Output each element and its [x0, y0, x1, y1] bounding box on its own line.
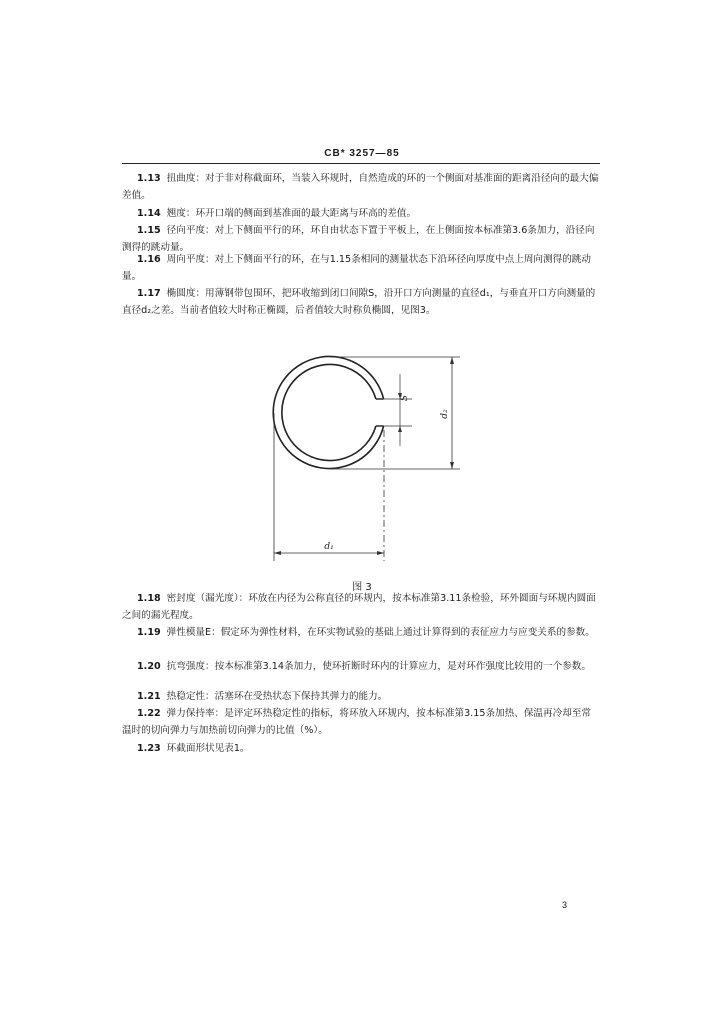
clause-text: 弹性模量E：假定环为弹性材料，在环实物试验的基础上通过计算得到的表征应力与应变关系的参数。	[166, 627, 595, 638]
clause-1-20	[122, 658, 600, 675]
clause-1-22	[122, 705, 600, 739]
clause-number: 1.18	[137, 593, 161, 604]
label-d2: d₂	[440, 409, 450, 419]
gap-arrow-bottom	[398, 426, 402, 432]
clause-text: 密封度（漏光度）：环放在内径为公称直径的环规内，按本标准第3.11条检验，环外圆面与环规内圆面之间的漏光程度。	[122, 593, 596, 621]
clause-text: 周向平度：对上下侧面平行的环，在与1.15条相同的测量状态下沿环径向厚度中点上周向测得的跳动量。	[122, 254, 591, 282]
d2-arrow-top	[450, 357, 454, 364]
clause-1-19	[122, 624, 600, 641]
clause-text: 径向平度：对上下侧面平行的环，环自由状态下置于平板上，在上侧面按本标准第3.6条加力，沿径向测得的跳动量。	[122, 225, 595, 253]
clause-text: 椭圆度：用薄钢带包围环，把环收缩到闭口间隙S，沿开口方向测量的直径d₁，与垂直开口方向测量的直径d₂之差。当前者值较大时称正椭圆，后者值较大时称负椭圆，见图3。	[122, 288, 596, 316]
clause-number: 1.21	[137, 691, 161, 702]
clause-text: 环截面形状见表1。	[166, 743, 250, 754]
label-gap-s: S	[400, 394, 410, 402]
clause-number: 1.22	[137, 708, 161, 719]
clause-number: 1.19	[137, 627, 161, 638]
clause-number: 1.20	[137, 661, 161, 672]
clause-number: 1.15	[137, 225, 161, 236]
clause-1-23	[122, 740, 600, 757]
ring-outer-arc	[273, 357, 383, 469]
label-d1: d₁	[324, 542, 334, 552]
clause-text: 热稳定性：活塞环在受热状态下保持其弹力的能力。	[166, 691, 388, 702]
clause-1-13	[122, 170, 600, 204]
figure-caption: 图 3	[352, 582, 372, 593]
clause-text: 弹力保持率：是评定环热稳定性的指标，将环放入环规内，按本标准第3.15条加热、保温再冷却至常温时的切向弹力与加热前切向弹力的比值（%）。	[122, 708, 591, 736]
d1-arrow-left	[274, 551, 281, 555]
clause-number: 1.23	[137, 743, 161, 754]
clause-1-14	[122, 205, 600, 222]
figure-3-ring-diagram	[0, 340, 724, 572]
clause-text: 翘度：环开口端的侧面到基准面的最大距离与环高的差值。	[166, 208, 417, 219]
clause-1-17	[122, 285, 600, 319]
clause-number: 1.14	[137, 208, 161, 219]
clause-1-21	[122, 688, 600, 705]
clause-number: 1.17	[137, 288, 161, 299]
standard-code-header: CB* 3257—85	[324, 148, 400, 159]
clause-number: 1.16	[137, 254, 161, 265]
clause-text: 扭曲度：对于非对称截面环，当装入环规时，自然造成的环的一个侧面对基准面的距离沿径向的最大偏差值。	[122, 173, 599, 201]
ring-inner-arc	[282, 365, 376, 461]
clause-number: 1.13	[137, 173, 161, 184]
header-rule	[122, 163, 600, 164]
clause-1-16	[122, 251, 600, 285]
d1-arrow-right	[377, 551, 384, 555]
d2-arrow-bottom	[450, 462, 454, 469]
page-number: 3	[562, 900, 568, 910]
clause-1-18	[122, 590, 600, 624]
clause-text: 抗弯强度：按本标准第3.14条加力，使环折断时环内的计算应力，是对环作强度比较用的一个参数。	[166, 661, 591, 672]
